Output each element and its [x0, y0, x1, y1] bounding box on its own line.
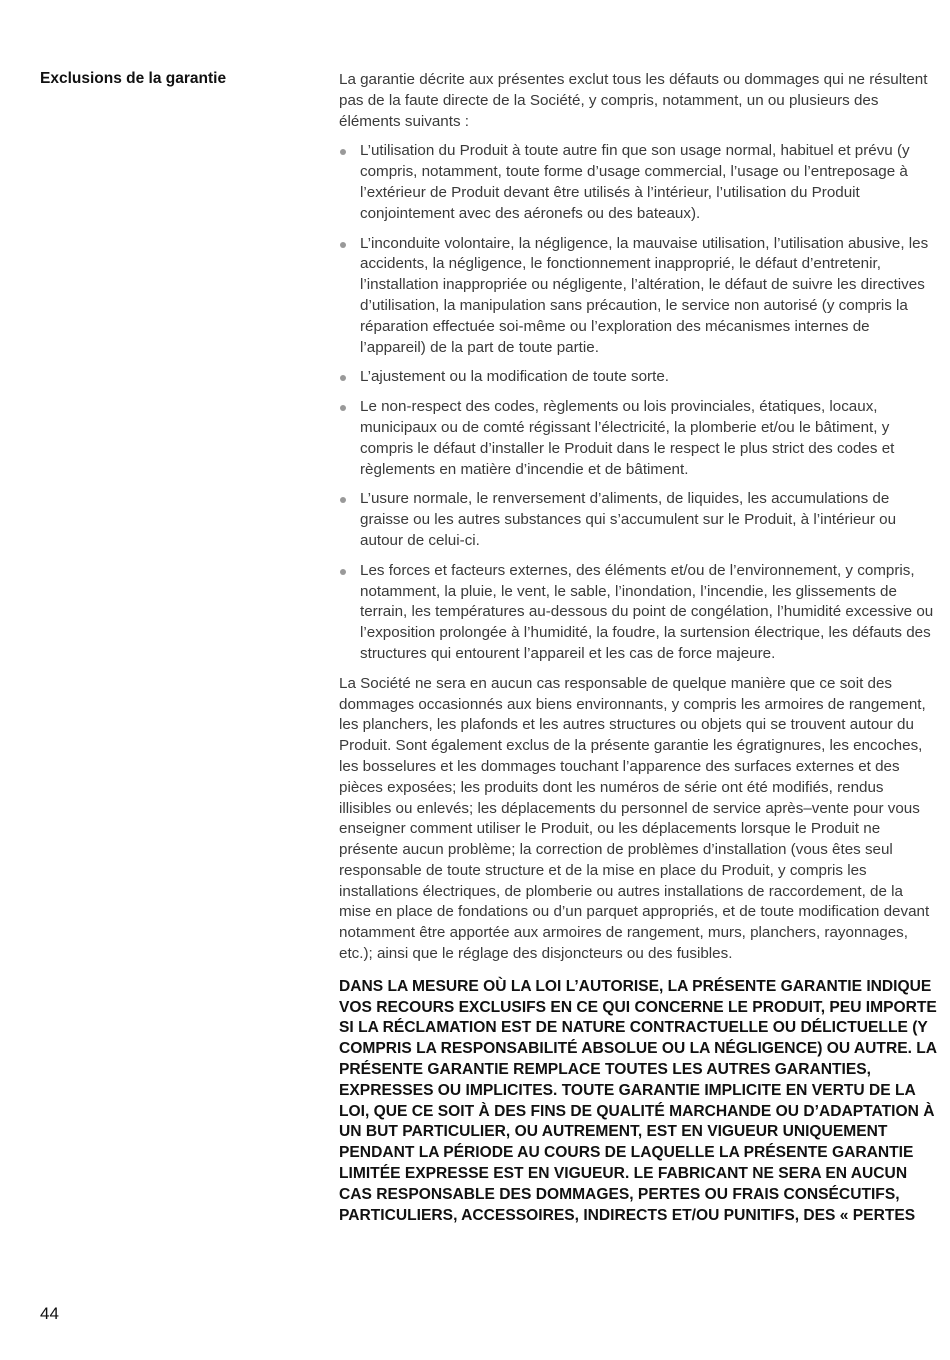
- intro-paragraph: La garantie décrite aux présentes exclut tous les défauts ou dommages qui ne résultent pas de la faute directe de la Société, y compris, notamment, un ou plusieurs des éléments suivants :: [339, 71, 928, 130]
- list-item-text: L’utilisation du Produit à toute autre fin que son usage normal, habituel et prévu (y compris, notamment, toute forme d’usage commercial, l’usage ou l’entreposage à l’extérieur de Produit devant être utilisés à l’intérieur, l’utilisation du Produit conjointement avec des aéronefs ou des bateaux).: [360, 142, 910, 222]
- list-item: [339, 397, 939, 480]
- list-item-text: L’usure normale, le renversement d’aliments, de liquides, les accumulations de graisse ou les autres substances qui s’accumulent sur le Produit, à l’intérieur ou autour de celui-ci.: [360, 490, 897, 549]
- legal-caps-paragraph: DANS LA MESURE OÙ LA LOI L’AUTORISE, LA PRÉSENTE GARANTIE INDIQUE VOS RECOURS EXCLUSIFS EN CE QUI CONCERNE LE PRODUIT, PEU IMPORTE SI LA RÉCLAMATION EST DE NATURE CONTRACTUELLE OU DÉLICTUELLE (Y COMPRIS LA RESPONSABILITÉ ABSOLUE OU LA NÉGLIGENCE) OU AUTRE. LA PRÉSENTE GARANTIE REMPLACE TOUTES LES AUTRES GARANTIES, EXPRESSES OU IMPLICITES. TOUTE GARANTIE IMPLICITE EN VERTU DE LA LOI, QUE CE SOIT À DES FINS DE QUALITÉ MARCHANDE OU D’ADAPTATION À UN BUT PARTICULIER, OU AUTREMENT, EST EN VIGUEUR UNIQUEMENT PENDANT LA PÉRIODE AU COURS DE LAQUELLE LA PRÉSENTE GARANTIE LIMITÉE EXPRESSE EST EN VIGUEUR. LE FABRICANT NE SERA EN AUCUN CAS RESPONSABLE DES DOMMAGES, PERTES OU FRAIS CONSÉCUTIFS, PARTICULIERS, ACCESSOIRES, INDIRECTS ET/OU PUNITIFS, DES « PERTES: [339, 977, 937, 1224]
- list-item-text: Les forces et facteurs externes, des éléments et/ou de l’environnement, y compris, notamment, la pluie, le vent, le sable, l’inondation, l’incendie, les glissements de terrain, les températures au-dessous du point de congélation, l’humidité excessive ou l’exposition prolongée à l’humidité, la foudre, la surtension électrique, les défauts des structures qui entourent l’appareil et les cas de force majeure.: [360, 561, 934, 662]
- list-item: [339, 367, 939, 388]
- list-item-text: L’inconduite volontaire, la négligence, la mauvaise utilisation, l’utilisation abusive, les accidents, la négligence, le fonctionnement inapproprié, le défaut d’entretenir, l’installation inappropriée ou négligente, l’altération, le défaut de suivre les directives d’utilisation, la manipulation sans précaution, le service non autorisé (y compris la réparation effectuée soi-même ou l’exploration des mécanismes internes de l’appareil) de la part de toute partie.: [360, 234, 929, 356]
- list-item-text: Le non-respect des codes, règlements ou lois provinciales, étatiques, locaux, municipaux ou de comté régissant l’électricité, la plomberie et/ou le bâtiment, y compris le défaut d’installer le Produit dans le respect le plus strict des codes et règlements en matière d’incendie et de bâtiment.: [360, 398, 895, 478]
- warranty-exclusions-body: [339, 70, 939, 1235]
- exclusions-list: [339, 141, 939, 664]
- list-item: [339, 489, 939, 551]
- bullet-icon: [340, 497, 346, 503]
- bullet-icon: [340, 405, 346, 411]
- bullet-icon: [340, 375, 346, 381]
- list-item: [339, 234, 939, 359]
- page-number: 44: [40, 1304, 59, 1323]
- liability-paragraph: La Société ne sera en aucun cas responsable de quelque manière que ce soit des dommages occasionnés aux biens environnants, y compris les armoires de rangement, les planchers, les plafonds et les autres structures ou objets qui se trouvent autour du Produit. Sont également exclus de la présente garantie les égratignures, les encoches, les bosselures et les dommages touchant l’apparence des surfaces externes et des pièces exposées; les produits dont les numéros de série ont été modifiés, rendus illisibles ou enlevés; les déplacements du personnel de service après–vente pour vous enseigner comment utiliser le Produit, ou les déplacements lorsque le Produit ne présente aucun problème; la correction de problèmes d’installation (vous êtes seul responsable de toute structure et de la mise en place du Produit, y compris les installations électriques, de plomberie ou autres installations de raccordement, de la mise en place de fondations ou d’un parquet appropriés, et de toute modification devant notamment être apportée aux armoires de rangement, murs, planchers, rayonnages, etc.); ainsi que le réglage des disjoncteurs ou des fusibles.: [339, 674, 930, 963]
- list-item: [339, 141, 939, 224]
- bullet-icon: [340, 149, 346, 155]
- bullet-icon: [340, 242, 346, 248]
- section-heading: Exclusions de la garantie: [40, 70, 227, 87]
- list-item-text: L’ajustement ou la modification de toute sorte.: [360, 368, 669, 386]
- bullet-icon: [340, 569, 346, 575]
- list-item: [339, 561, 939, 665]
